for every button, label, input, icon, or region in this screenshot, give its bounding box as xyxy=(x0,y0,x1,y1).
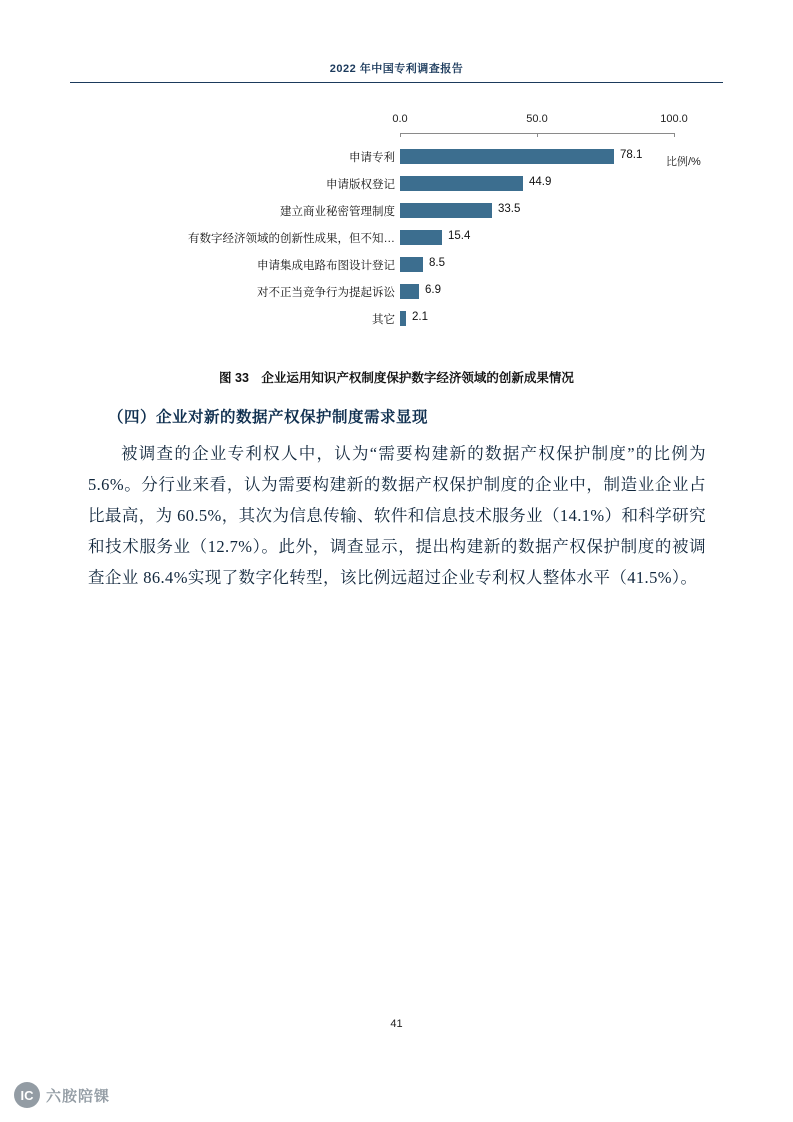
figure-caption: 图 33 企业运用知识产权制度保护数字经济领域的创新成果情况 xyxy=(219,371,574,385)
bar-chart xyxy=(70,105,723,355)
bar-1 xyxy=(400,176,523,191)
bar-2 xyxy=(400,203,492,218)
bar-5 xyxy=(400,284,419,299)
bar-value-5: 6.9 xyxy=(425,284,441,296)
chart-bar-row xyxy=(70,199,723,226)
watermark-text: 六胺陪锞 xyxy=(46,1087,111,1105)
header-divider xyxy=(70,82,723,83)
bar-category-label: 申请专利 xyxy=(349,152,395,164)
bar-value-3: 15.4 xyxy=(448,230,471,242)
x-tick-label-1: 50.0 xyxy=(526,113,548,125)
chart-bar-row xyxy=(70,280,723,307)
x-tick-mark-2 xyxy=(674,133,675,137)
watermark-badge-icon: IC xyxy=(14,1082,40,1108)
bar-value-0: 78.1 xyxy=(620,149,643,161)
header-title: 2022 年中国专利调查报告 xyxy=(329,63,464,75)
watermark xyxy=(14,1082,110,1108)
chart-bar-row xyxy=(70,172,723,199)
bar-0 xyxy=(400,149,614,164)
chart-bar-row xyxy=(70,253,723,280)
bar-value-2: 33.5 xyxy=(498,203,521,215)
x-tick-label-2: 100.0 xyxy=(660,113,688,125)
x-tick-mark-1 xyxy=(537,133,538,137)
x-tick-label-0: 0.0 xyxy=(392,113,408,125)
bar-category-label: 申请集成电路布图设计登记 xyxy=(257,260,395,272)
page-header xyxy=(70,60,723,83)
chart-bar-row xyxy=(70,226,723,253)
body-paragraph: 被调查的企业专利权人中，认为“需要构建新的数据产权保护制度”的比例为 5.6%。分行业来看，认为需要构建新的数据产权保护制度的企业中，制造业企业占比最高，为 60.5%，其次为信息传输、软件和信息技术服务业（14.1%）和科学研究和技术服务业（12.7%）。此外，调查显示，提出构建新的数据产权保护制度的被调查企业 86.4%实现了数字化转型，该比例远超过企业专利权人整体水平（41.5%）。 xyxy=(88,444,706,587)
bar-value-1: 44.9 xyxy=(529,176,552,188)
bar-category-label: 申请版权登记 xyxy=(326,179,395,191)
x-axis-label: 比例/% xyxy=(666,156,701,168)
bar-category-label: 其它 xyxy=(372,314,395,326)
chart-bars xyxy=(70,145,723,334)
section-heading: （四）企业对新的数据产权保护制度需求显现 xyxy=(108,409,429,426)
chart-bar-row xyxy=(70,145,723,172)
bar-value-6: 2.1 xyxy=(412,311,428,323)
bar-4 xyxy=(400,257,423,272)
bar-value-4: 8.5 xyxy=(429,257,445,269)
bar-category-label: 建立商业秘密管理制度 xyxy=(280,206,395,218)
page-number: 41 xyxy=(390,1018,403,1030)
bar-3 xyxy=(400,230,442,245)
chart-bar-row xyxy=(70,307,723,334)
bar-6 xyxy=(400,311,406,326)
bar-category-label: 对不正当竞争行为提起诉讼 xyxy=(257,287,395,299)
x-tick-mark-0 xyxy=(400,133,401,137)
bar-category-label: 有数字经济领域的创新性成果，但不知… xyxy=(188,233,395,245)
